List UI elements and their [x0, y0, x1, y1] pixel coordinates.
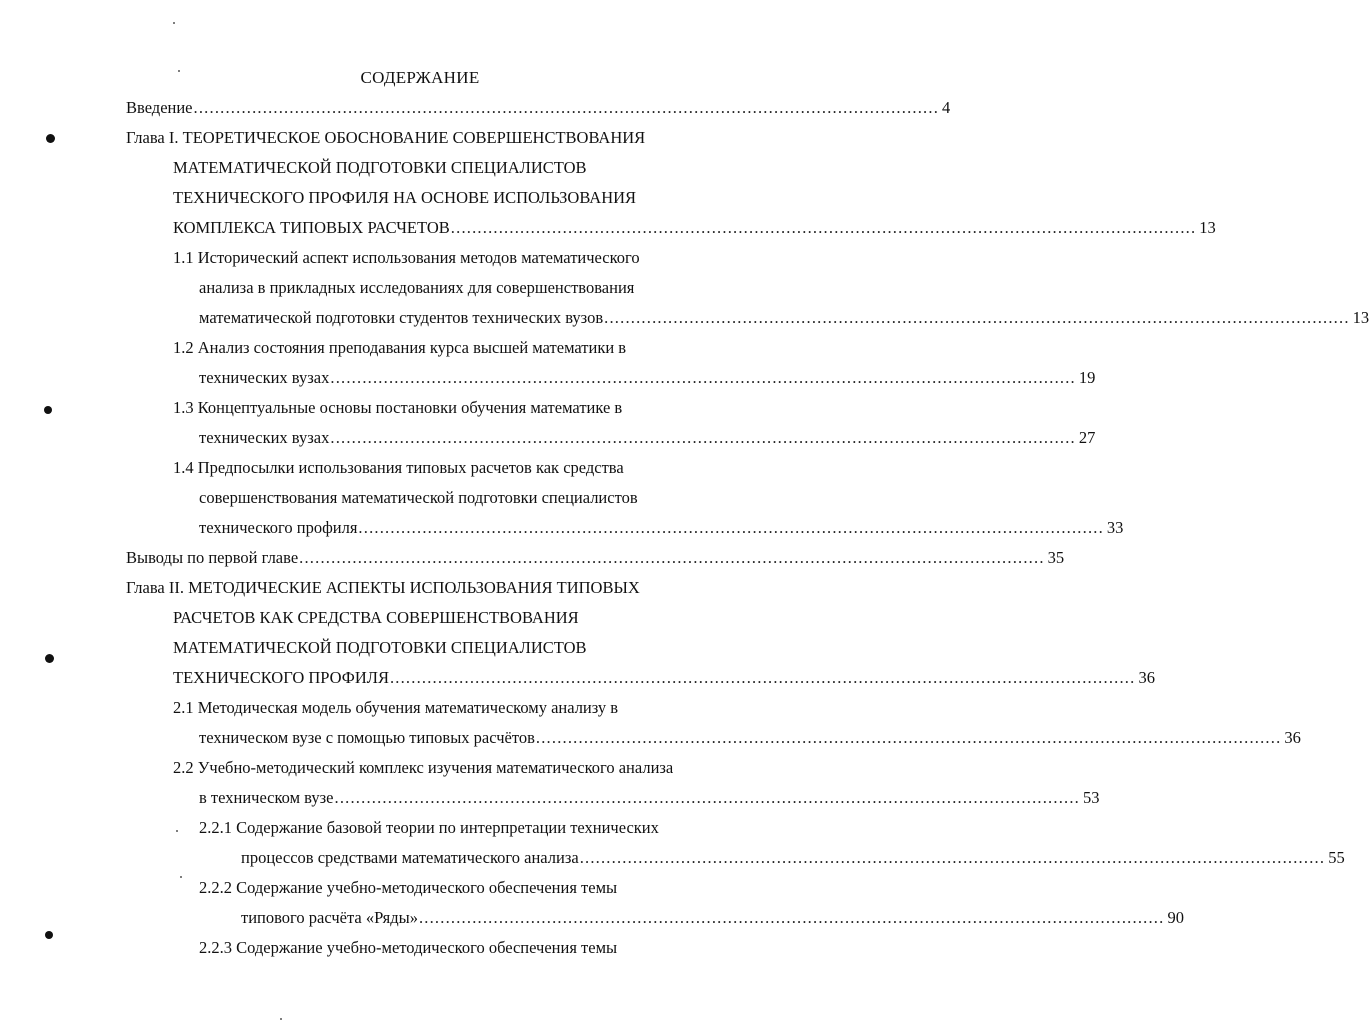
entry-text: математической подготовки студентов технических вузов	[199, 308, 604, 327]
entry-text: Выводы по первой главе	[126, 548, 299, 567]
toc-section-2-2-1-line-2	[241, 847, 1345, 869]
toc-section-2-2-1-line-1: 2.2.1 Содержание базовой теории по интерпретации технических	[199, 818, 659, 837]
dot-leader: ............................................................................................................................................	[193, 98, 940, 117]
scan-speck	[180, 876, 182, 878]
dot-leader: ............................................................................................................................................	[450, 218, 1197, 237]
toc-section-2-2-line-2	[199, 787, 1100, 809]
dot-leader: ............................................................................................................................................	[358, 518, 1104, 537]
entry-text: технических вузах	[199, 368, 330, 387]
entry-page: 33	[1106, 518, 1124, 537]
toc-section-1-4-line-1: 1.4 Предпосылки использования типовых расчетов как средства	[173, 458, 624, 477]
entry-text: КОМПЛЕКСА ТИПОВЫХ РАСЧЕТОВ	[173, 218, 450, 237]
entry-page: 35	[1047, 548, 1065, 567]
entry-page: 19	[1078, 368, 1096, 387]
dot-leader: ............................................................................................................................................	[535, 728, 1282, 747]
toc-chapter-2-line-1: Глава II. МЕТОДИЧЕСКИЕ АСПЕКТЫ ИСПОЛЬЗОВАНИЯ ТИПОВЫХ	[126, 578, 640, 597]
toc-chapter-2-line-2: РАСЧЕТОВ КАК СРЕДСТВА СОВЕРШЕНСТВОВАНИЯ	[173, 608, 579, 627]
page-title: СОДЕРЖАНИЕ	[360, 68, 480, 87]
toc-section-2-2-2-line-2	[241, 907, 1184, 929]
scan-speck	[176, 830, 178, 832]
entry-text: Введение	[126, 98, 193, 117]
entry-text: технического профиля	[199, 518, 358, 537]
scan-speck	[178, 70, 180, 72]
toc-section-1-1-line-2: анализа в прикладных исследованиях для совершенствования	[199, 278, 635, 297]
entry-text: технических вузах	[199, 428, 330, 447]
entry-page: 53	[1083, 788, 1100, 807]
dot-leader: ............................................................................................................................................	[330, 368, 1076, 387]
dot-leader: ............................................................................................................................................	[299, 548, 1045, 567]
toc-section-1-1-line-3	[199, 307, 1369, 329]
toc-section-2-1-line-2	[199, 727, 1301, 749]
toc-section-2-2-3-line-1: 2.2.3 Содержание учебно-методического обеспечения темы	[199, 938, 618, 957]
binding-hole-mark	[45, 931, 53, 939]
toc-section-2-2-2-line-1: 2.2.2 Содержание учебно-методического обеспечения темы	[199, 878, 618, 897]
entry-text: ТЕХНИЧЕСКОГО ПРОФИЛЯ	[173, 668, 389, 687]
toc-chapter-2-line-3: МАТЕМАТИЧЕСКОЙ ПОДГОТОВКИ СПЕЦИАЛИСТОВ	[173, 638, 587, 657]
toc-conclusions-1	[126, 547, 1065, 569]
entry-page: 13	[1352, 308, 1369, 327]
dot-leader: ............................................................................................................................................	[604, 308, 1350, 327]
toc-chapter-2-line-4	[173, 667, 1155, 689]
toc-section-1-2-line-2	[199, 367, 1096, 389]
toc-section-2-2-line-1: 2.2 Учебно-методический комплекс изучения математического анализа	[173, 758, 674, 777]
toc-section-1-2-line-1: 1.2 Анализ состояния преподавания курса высшей математики в	[173, 338, 627, 357]
entry-page: 4	[942, 98, 951, 117]
entry-page: 36	[1138, 668, 1155, 687]
binding-hole-mark	[45, 654, 54, 663]
dot-leader: ............................................................................................................................................	[334, 788, 1080, 807]
toc-chapter-1-line-2: МАТЕМАТИЧЕСКОЙ ПОДГОТОВКИ СПЕЦИАЛИСТОВ	[173, 158, 587, 177]
scan-speck	[173, 22, 175, 24]
toc-section-1-1-line-1: 1.1 Исторический аспект использования методов математического	[173, 248, 640, 267]
entry-text: техническом вузе с помощью типовых расчётов	[199, 728, 535, 747]
entry-page: 90	[1167, 908, 1184, 927]
entry-page: 36	[1284, 728, 1301, 747]
toc-chapter-1-line-3: ТЕХНИЧЕСКОГО ПРОФИЛЯ НА ОСНОВЕ ИСПОЛЬЗОВАНИЯ	[173, 188, 637, 207]
toc-chapter-1-line-1: Глава I. ТЕОРЕТИЧЕСКОЕ ОБОСНОВАНИЕ СОВЕРШЕНСТВОВАНИЯ	[126, 128, 646, 147]
toc-section-1-4-line-3	[199, 517, 1124, 539]
entry-text: процессов средствами математического анализа	[241, 848, 579, 867]
entry-page: 27	[1078, 428, 1096, 447]
toc-section-1-3-line-1: 1.3 Концептуальные основы постановки обучения математике в	[173, 398, 623, 417]
toc-section-1-4-line-2: совершенствования математической подготовки специалистов	[199, 488, 638, 507]
binding-hole-mark	[44, 406, 52, 414]
scan-speck	[280, 1018, 282, 1020]
entry-page: 13	[1199, 218, 1216, 237]
dot-leader: ............................................................................................................................................	[418, 908, 1165, 927]
toc-section-1-3-line-2	[199, 427, 1096, 449]
toc-entry-intro	[126, 97, 951, 119]
toc-chapter-1-line-4	[173, 217, 1216, 239]
dot-leader: ............................................................................................................................................	[389, 668, 1136, 687]
dot-leader: ............................................................................................................................................	[330, 428, 1076, 447]
entry-text: типового расчёта «Ряды»	[241, 908, 418, 927]
binding-hole-mark	[46, 134, 55, 143]
entry-text: в техническом вузе	[199, 788, 334, 807]
entry-page: 55	[1328, 848, 1345, 867]
dot-leader: ............................................................................................................................................	[579, 848, 1326, 867]
toc-section-2-1-line-1: 2.1 Методическая модель обучения математическому анализу в	[173, 698, 619, 717]
